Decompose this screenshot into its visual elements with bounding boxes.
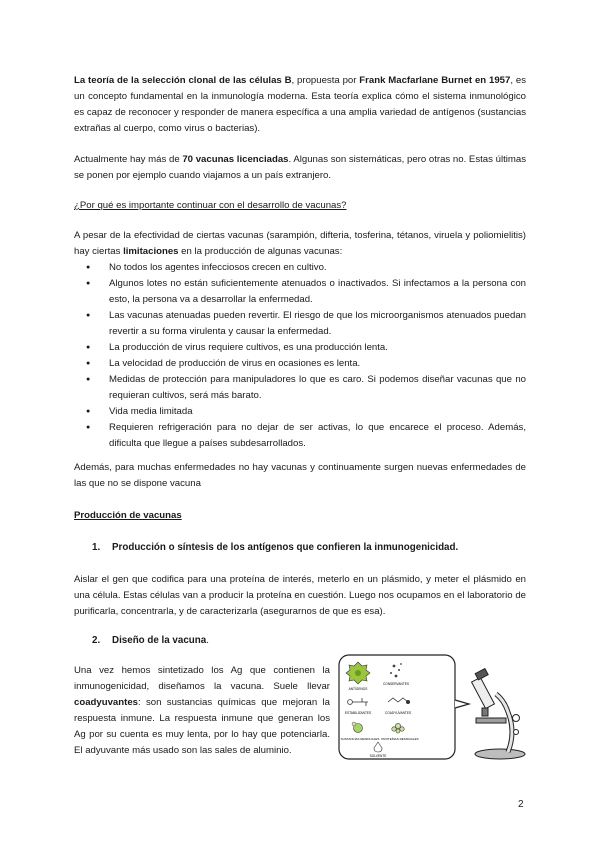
list-item: ● La producción de virus requiere cultivos, es una producción lenta. bbox=[86, 340, 526, 356]
step-1-heading: 1. Producción o síntesis de los antígenos que confieren la inmunogenicidad. bbox=[92, 542, 459, 553]
list-item: ● No todos los agentes infecciosos crecen en cultivo. bbox=[86, 260, 526, 276]
list-item: ● Algunos lotes no están suficientemente atenuados o inactivados. Si infectamos a la persona con esto, la persona va a desarrollar la enfermedad. bbox=[86, 276, 526, 308]
label-stabilizers: ESTABILIZANTES bbox=[344, 711, 372, 715]
label-solvent: SOLVENTE bbox=[369, 754, 387, 758]
heading-why-develop: ¿Por qué es importante continuar con el desarrollo de vacunas? bbox=[74, 200, 347, 211]
paragraph-limitations: A pesar de la efectividad de ciertas vacunas (sarampión, difteria, tosferina, tétanos, viruela y poliomielitis) hay ciertas limitaciones en la producción de algunas vacunas: bbox=[74, 230, 526, 257]
paragraph-antigen-synthesis: Aislar el gen que codifica para una proteína de interés, meterlo en un plásmido, y meter el plásmido en una célula. Estas células van a producir la proteína en cuestión. Luego nos ocupamos en el laboratorio de purificarla, concentrarla, y de caracterizarla (asegurarnos de que es esa). bbox=[74, 574, 526, 617]
paragraph-licensed-vaccines: Actualmente hay más de 70 vacunas licenciadas. Algunas son sistemáticas, pero otras no. Estas últimas se ponen por ejemplo cuando viajamos a un país extranjero. bbox=[74, 154, 526, 181]
label-residual-proteins: PROTEÍNAS RESIDUALES bbox=[381, 737, 419, 741]
bubble-pointer bbox=[455, 700, 469, 708]
paragraph-no-vaccines: Además, para muchas enfermedades no hay vacunas y continuamente surgen nuevas enfermedades de las que no se dispone vacuna bbox=[74, 462, 526, 489]
list-item: ● Requieren refrigeración para no dejar de ser activas, lo que encarece el proceso. Además, dificulta que llegue a países subdesarrollados. bbox=[86, 420, 526, 452]
paragraph-clonal-selection: La teoría de la selección clonal de las células B, propuesta por Frank Macfarlane Burnet en 1957, es un concepto fundamental en la inmunología moderna. Esta teoría explica cómo el sistema inmunológico es capaz de reconocer y responder de manera específica a una amplia variedad de antígenos (sustancias extrañas al cuerpo, como virus o bacterias). bbox=[74, 75, 526, 134]
vaccine-components-illustration bbox=[338, 654, 530, 762]
bold-clonal-theory: La teoría de la selección clonal de las células B bbox=[74, 75, 292, 86]
list-item: ● Las vacunas atenuadas pueden revertir. El riesgo de que los microorganismos atenuados puedan revertir a su forma virulenta y causar la enfermedad. bbox=[86, 308, 526, 340]
label-antigens: ANTÍGENOS bbox=[348, 687, 368, 691]
bold-coadjuvants: coadyuvantes bbox=[74, 697, 138, 708]
limitations-list bbox=[86, 260, 526, 452]
list-item: ● La velocidad de producción de virus en ocasiones es lenta. bbox=[86, 356, 526, 372]
bold-70-vaccines: 70 vacunas licenciadas bbox=[182, 154, 289, 165]
microscope-icon bbox=[472, 669, 525, 759]
paragraph-vaccine-design: Una vez hemos sintetizado los Ag que contienen la inmunogenicidad, diseñamos la vacuna. Suele llevar coadyuvantes: son sustancias químicas que mejoran la respuesta inmune. La respuesta inmune que generan los Ag por su cuenta es muy lenta, por lo hay que potenciarla. El adyuvante más usado son las sales de aluminio. bbox=[74, 665, 330, 756]
antigen-icon bbox=[346, 662, 370, 684]
heading-vaccine-production: Producción de vacunas bbox=[74, 510, 182, 521]
bold-burnet: Frank Macfarlane Burnet en 1957 bbox=[359, 75, 511, 86]
page-number: 2 bbox=[518, 799, 524, 810]
label-preservatives: CONSERVANTES bbox=[382, 682, 410, 686]
label-adjuvants: COADYUVANTES bbox=[384, 711, 412, 715]
list-item: ● Vida media limitada bbox=[86, 404, 526, 420]
bold-limitations: limitaciones bbox=[123, 246, 179, 257]
list-item: ● Medidas de protección para manipuladores lo que es caro. Si podemos diseñar vacunas que no requieran cultivos, será más barato. bbox=[86, 372, 526, 404]
step-2-heading: 2. Diseño de la vacuna. bbox=[92, 635, 209, 646]
label-residual-substances: SUSTANCIAS RESIDUALES bbox=[340, 737, 380, 741]
